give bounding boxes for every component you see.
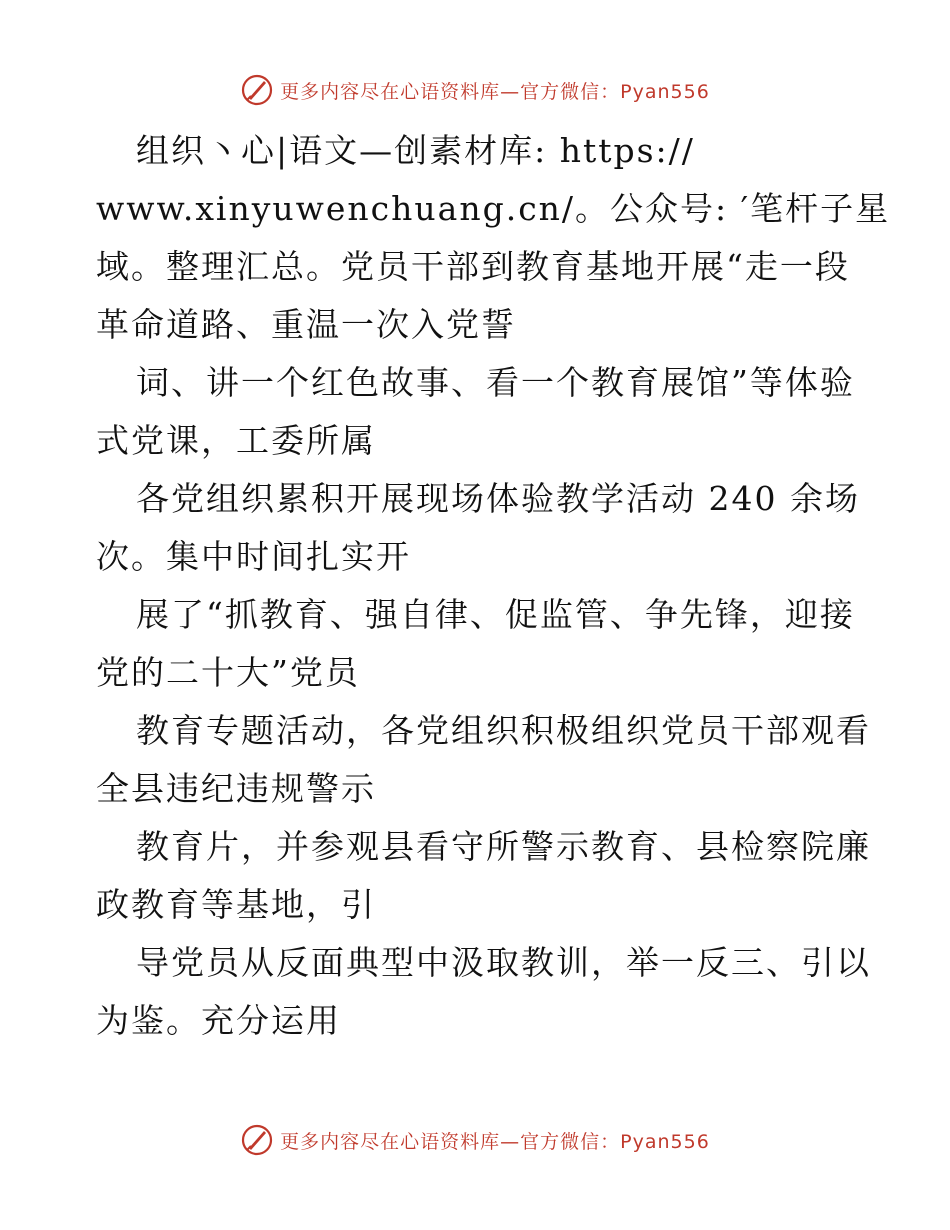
text-line: 教育专题活动，各党组织积极组织党员干部观看: [136, 711, 871, 750]
document-body: [96, 122, 891, 1050]
quill-logo-icon: [240, 1123, 274, 1157]
text-line: 各党组织累积开展现场体验教学活动 240 余场: [136, 479, 860, 518]
text-line: 次。集中时间扎实开: [96, 537, 411, 576]
footer-banner: [0, 1120, 950, 1160]
header-banner: [0, 70, 950, 110]
text-line: 全县违纪违规警示: [96, 769, 376, 808]
text-line: 导党员从反面典型中汲取教训，举一反三、引以: [136, 943, 871, 982]
footer-banner-text: 更多内容尽在心语资料库—官方微信：Pyan556: [280, 1130, 710, 1153]
text-line: 展了“抓教育、强自律、促监管、争先锋，迎接: [136, 595, 855, 634]
text-line: 革命道路、重温一次入党誓: [96, 305, 516, 344]
text-line: 政教育等基地，引: [96, 885, 376, 924]
text-line: 式党课，工委所属: [96, 421, 376, 460]
text-line: 词、讲一个红色故事、看一个教育展馆”等体验: [136, 363, 855, 402]
text-line: 为鉴。充分运用: [96, 1001, 341, 1040]
text-line: 域。整理汇总。党员干部到教育基地开展“走一段: [96, 247, 850, 286]
header-banner-text: 更多内容尽在心语资料库—官方微信：Pyan556: [280, 80, 710, 103]
text-line: 组织丶心|语文—创素材库: https://: [136, 131, 695, 170]
quill-logo-icon: [240, 73, 274, 107]
text-line: www.xinyuwenchuang.cn/。公众号: ′笔杆子星: [96, 189, 891, 228]
text-line: 教育片，并参观县看守所警示教育、县检察院廉: [136, 827, 871, 866]
text-line: 党的二十大”党员: [96, 653, 360, 692]
